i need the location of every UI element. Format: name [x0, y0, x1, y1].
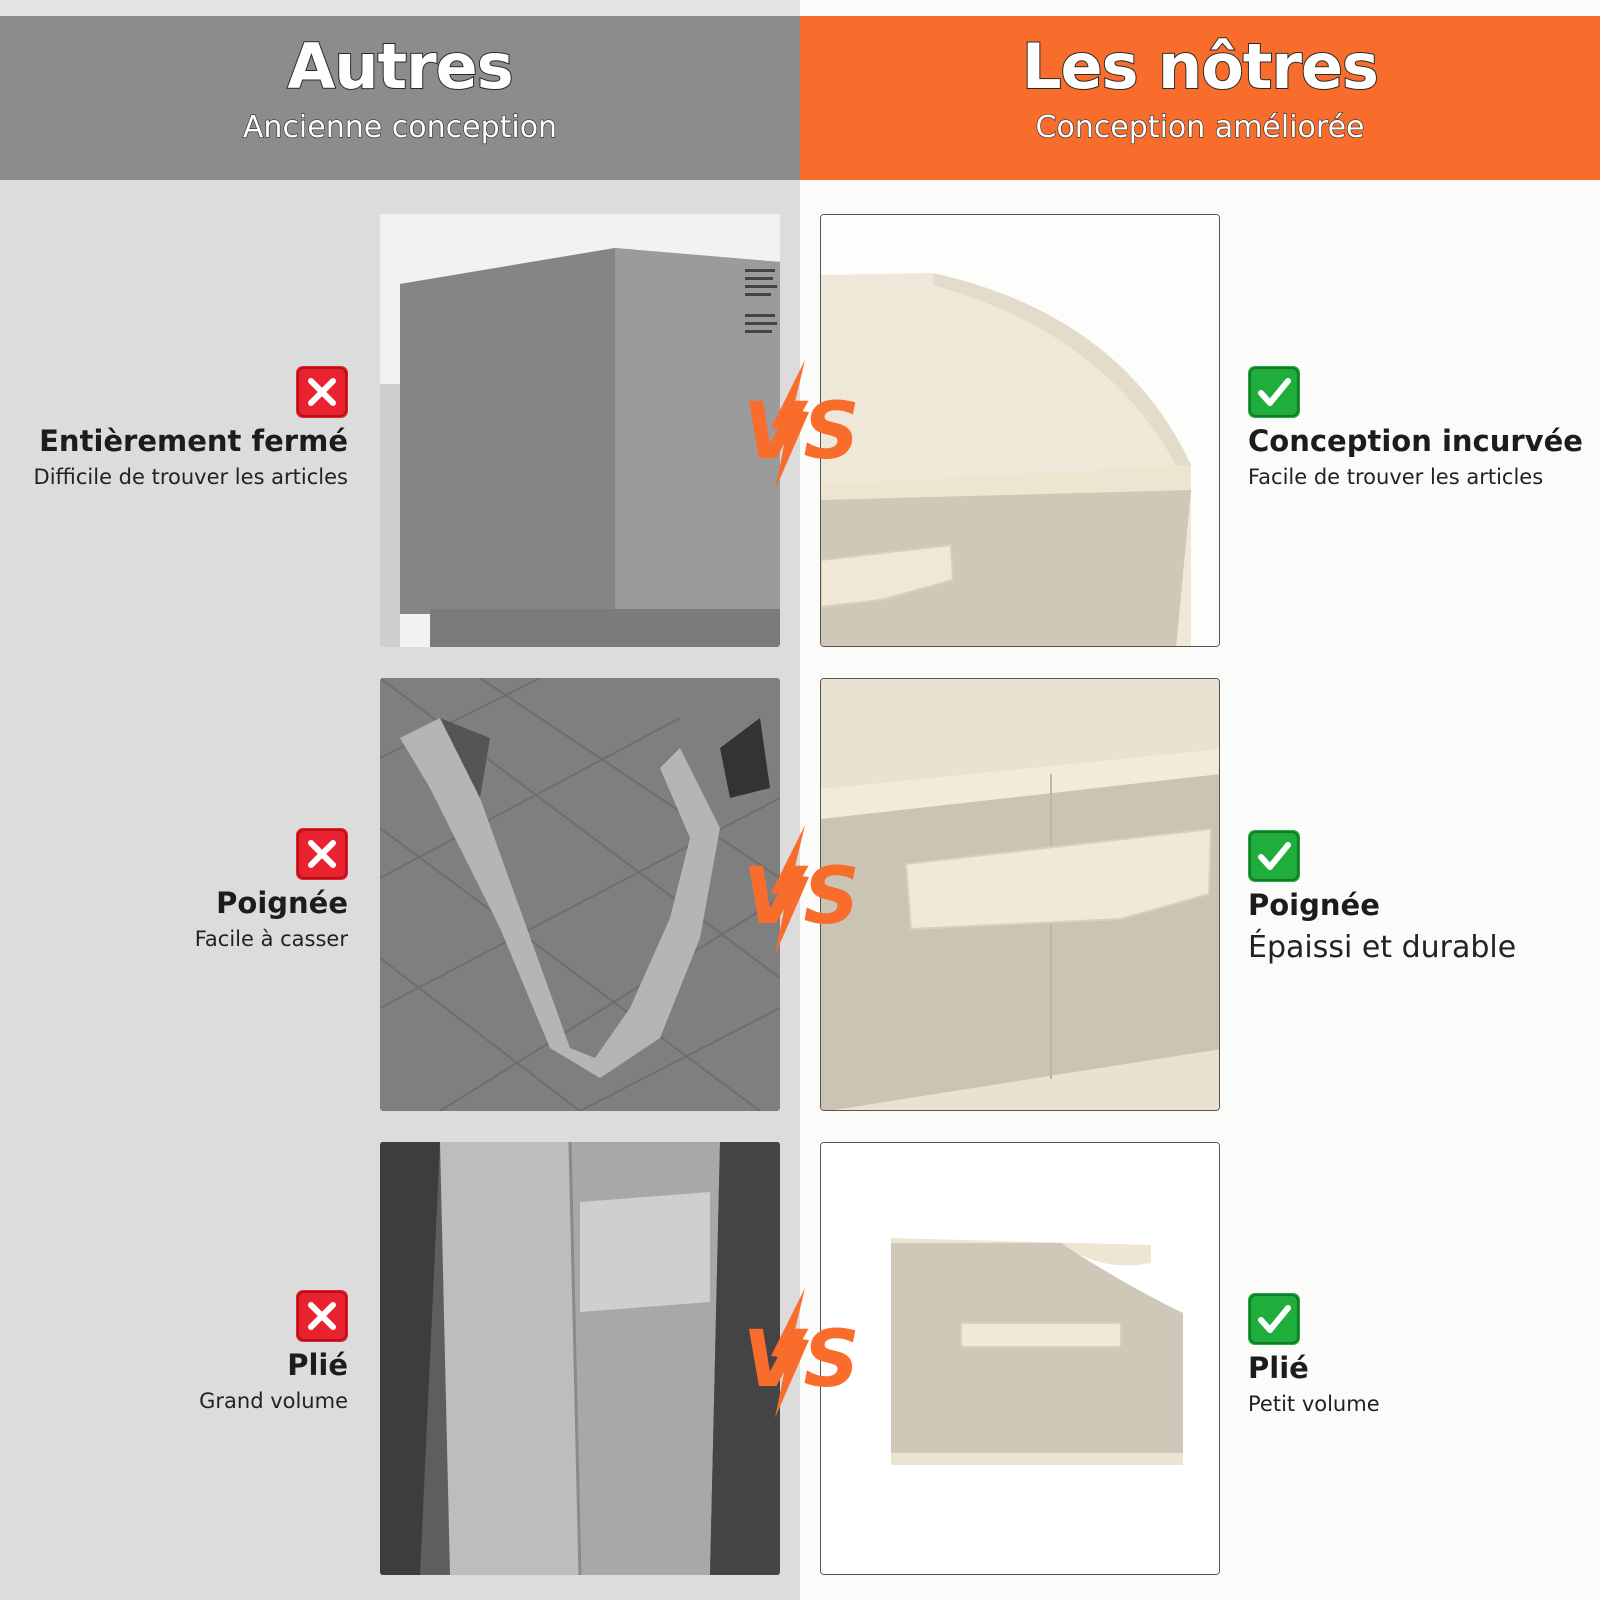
check-icon	[1248, 830, 1300, 882]
ours-feature-folded	[1248, 1293, 1600, 1421]
feature-description: Épaissi et durable	[1248, 930, 1517, 965]
others-feature-handle	[0, 828, 348, 956]
vs-badge	[735, 815, 865, 965]
vs-label: VS	[743, 1315, 860, 1405]
ours-feature-handle	[1248, 830, 1600, 972]
feature-description: Petit volume	[1248, 1392, 1380, 1416]
others-feature-closed	[0, 366, 348, 494]
feature-title: Poignée	[1248, 888, 1380, 922]
feature-title: Poignée	[216, 886, 348, 920]
check-icon	[1248, 1293, 1300, 1345]
feature-description: Difficile de trouver les articles	[33, 465, 348, 489]
feature-description: Grand volume	[199, 1389, 348, 1413]
ours-feature-curved	[1248, 366, 1600, 494]
feature-title: Plié	[1248, 1351, 1309, 1385]
cross-icon	[296, 366, 348, 418]
thick-handle-bin-photo	[820, 678, 1220, 1111]
curved-fabric-bin-photo	[820, 214, 1220, 647]
vs-label: VS	[743, 387, 860, 477]
broken-strap-handle-photo	[380, 678, 780, 1111]
bulky-folded-bag-photo	[380, 1142, 780, 1575]
others-header-title: Autres	[287, 30, 513, 103]
cross-icon	[296, 1290, 348, 1342]
closed-cardboard-box-photo	[380, 214, 780, 647]
feature-description: Facile de trouver les articles	[1248, 465, 1544, 489]
feature-title: Conception incurvée	[1248, 424, 1583, 458]
feature-description: Facile à casser	[194, 927, 348, 951]
cross-icon	[296, 828, 348, 880]
ours-header-subtitle: Conception améliorée	[1035, 110, 1365, 145]
vs-label: VS	[743, 852, 860, 942]
check-icon	[1248, 366, 1300, 418]
vs-badge	[735, 1278, 865, 1428]
vs-badge	[735, 350, 865, 500]
ours-header-title: Les nôtres	[1022, 30, 1378, 103]
others-feature-folded	[0, 1290, 348, 1418]
feature-title: Entièrement fermé	[39, 424, 348, 458]
others-header-subtitle: Ancienne conception	[242, 110, 558, 145]
compact-folded-bin-photo	[820, 1142, 1220, 1575]
ours-header	[800, 16, 1600, 180]
feature-title: Plié	[287, 1348, 348, 1382]
others-header	[0, 16, 800, 180]
top-strip	[0, 0, 800, 16]
